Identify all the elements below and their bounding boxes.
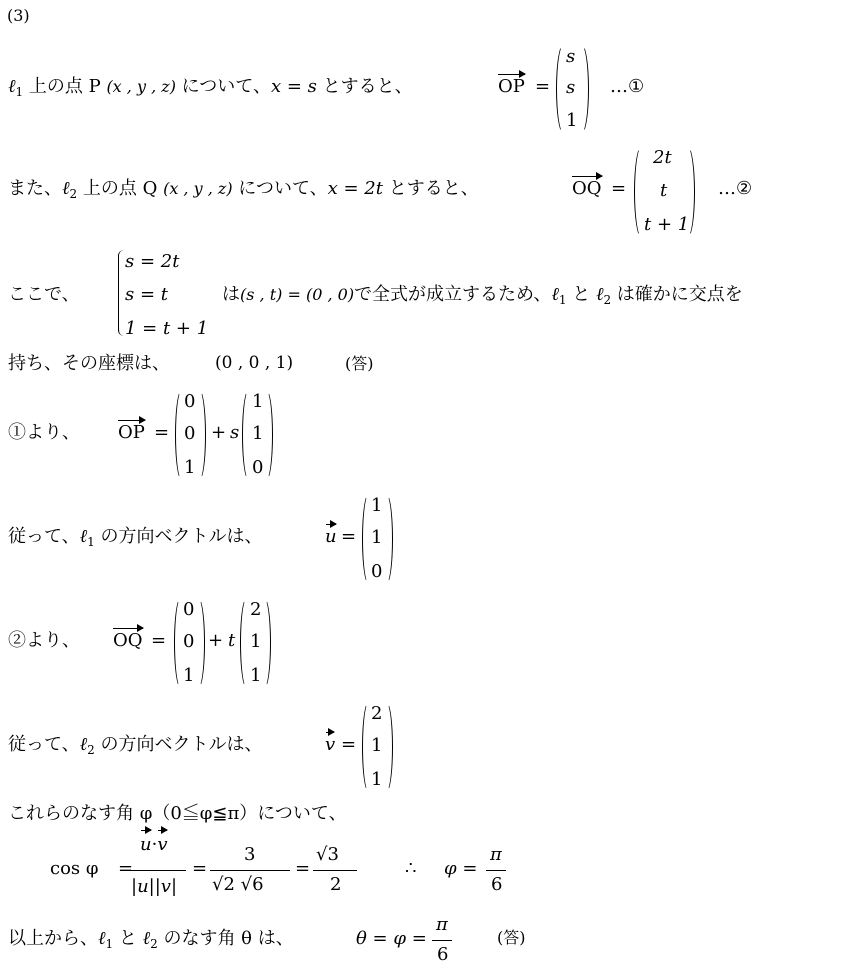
vector-component: 0 bbox=[183, 631, 195, 652]
vector-op: OP bbox=[498, 76, 525, 97]
line3-lead: ここで、 bbox=[8, 284, 80, 305]
frac4-num: π bbox=[490, 844, 502, 865]
problem-number: (3) bbox=[7, 6, 30, 25]
final-num: π bbox=[436, 914, 448, 935]
frac3-den: 2 bbox=[330, 874, 342, 895]
answer-mark: (答) bbox=[497, 928, 526, 947]
parameter: t bbox=[228, 630, 236, 651]
line5-lead: ①より、 bbox=[8, 422, 80, 443]
vector-oq: OQ bbox=[572, 178, 602, 199]
phi-eq: φ = bbox=[444, 858, 478, 879]
line3-rest: は(s , t) = (0 , 0)で全式が成立するため、ℓ$_1$ と ℓ$_2$ は確かに交点を bbox=[222, 284, 743, 307]
plus: + bbox=[211, 422, 227, 443]
vector-component: 2 bbox=[250, 599, 262, 620]
frac2-num: 3 bbox=[244, 844, 256, 865]
vector-v: v bbox=[325, 734, 336, 755]
vector-component: t bbox=[660, 180, 668, 201]
vector-component: t + 1 bbox=[644, 214, 690, 235]
frac1-num: u· v bbox=[140, 836, 168, 854]
vector-component: 1 bbox=[371, 735, 383, 756]
vector-component: 0 bbox=[252, 457, 264, 478]
frac1-den: |u||v| bbox=[131, 876, 178, 897]
vector-component: 1 bbox=[371, 495, 383, 516]
vector-u: u bbox=[325, 526, 337, 547]
line8-text: 従って、ℓ$_2$ の方向ベクトルは、 bbox=[8, 734, 263, 757]
vector-component: 1 bbox=[371, 527, 383, 548]
parameter: s bbox=[230, 422, 240, 443]
ell-sub: 1 bbox=[15, 85, 24, 99]
cos-phi: cos φ bbox=[50, 858, 99, 879]
vector-component: 2 bbox=[371, 703, 383, 724]
line4: 持ち、その座標は、 bbox=[8, 353, 170, 374]
equation-mark: …① bbox=[610, 76, 645, 97]
frac-bar bbox=[313, 870, 357, 871]
vector-component: s bbox=[566, 77, 576, 98]
point-coords: (0 , 0 , 1) bbox=[215, 353, 294, 373]
therefore: ∴ bbox=[405, 858, 417, 879]
final-den: 6 bbox=[437, 944, 449, 965]
vector-component: 1 bbox=[252, 423, 264, 444]
frac-bar bbox=[432, 940, 452, 941]
vector-op: OP bbox=[118, 422, 145, 443]
vector-component: 0 bbox=[184, 423, 196, 444]
equals: = bbox=[341, 526, 357, 547]
equals: = bbox=[535, 76, 551, 97]
line6-text: 従って、ℓ$_1$ の方向ベクトルは、 bbox=[8, 526, 263, 549]
system-eq: s = 2t bbox=[125, 251, 180, 272]
text: とすると、 bbox=[316, 76, 413, 97]
system-eq: s = t bbox=[125, 284, 168, 305]
theta-eq: θ = φ = bbox=[356, 928, 427, 949]
line2-text: また、ℓ$_2$ 上の点 Q (x , y , z) について、x = 2t とすると、 bbox=[8, 178, 479, 201]
equals: = bbox=[295, 858, 311, 879]
frac3-num: √3 bbox=[316, 844, 339, 865]
equals: = bbox=[118, 858, 134, 879]
equals: = bbox=[341, 734, 357, 755]
line1-text bbox=[8, 76, 413, 99]
vector-component: 2t bbox=[653, 147, 672, 168]
equals: = bbox=[154, 422, 170, 443]
vector-component: 0 bbox=[371, 561, 383, 582]
line7-lead: ②より、 bbox=[8, 630, 80, 651]
text: について、 bbox=[175, 76, 271, 97]
line9: これらのなす角 φ（0≦φ≦π）について、 bbox=[8, 803, 347, 824]
vector-component: 1 bbox=[184, 457, 196, 478]
vector-component: 1 bbox=[371, 769, 383, 790]
system-eq: 1 = t + 1 bbox=[125, 318, 209, 339]
equals: = bbox=[611, 178, 627, 199]
frac2-den: √2 √6 bbox=[212, 874, 264, 895]
coords: (x , y , z) bbox=[106, 77, 176, 96]
vector-component: 0 bbox=[184, 391, 196, 412]
ell: ℓ bbox=[8, 76, 16, 97]
vector-component: 1 bbox=[183, 665, 195, 686]
vector-oq: OQ bbox=[113, 630, 143, 651]
line11-text: 以上から、ℓ$_1$ と ℓ$_2$ のなす角 θ は、 bbox=[8, 928, 294, 951]
plus: + bbox=[208, 630, 224, 651]
equals: = bbox=[192, 858, 208, 879]
vector-component: 1 bbox=[252, 391, 264, 412]
vector-component: 1 bbox=[566, 110, 578, 131]
vector-component: s bbox=[566, 46, 576, 67]
text: 上の点 P bbox=[23, 76, 101, 97]
frac-bar bbox=[210, 870, 290, 871]
system-brace bbox=[118, 250, 125, 336]
answer-mark: (答) bbox=[345, 354, 374, 373]
equation-mark: …② bbox=[718, 178, 753, 199]
vector-component: 1 bbox=[250, 631, 262, 652]
frac-bar bbox=[486, 870, 506, 871]
vector-component: 1 bbox=[250, 665, 262, 686]
frac4-den: 6 bbox=[491, 874, 503, 895]
frac-bar bbox=[130, 870, 186, 871]
equals: = bbox=[151, 630, 167, 651]
vector-component: 0 bbox=[183, 599, 195, 620]
condition: x = s bbox=[270, 76, 317, 97]
